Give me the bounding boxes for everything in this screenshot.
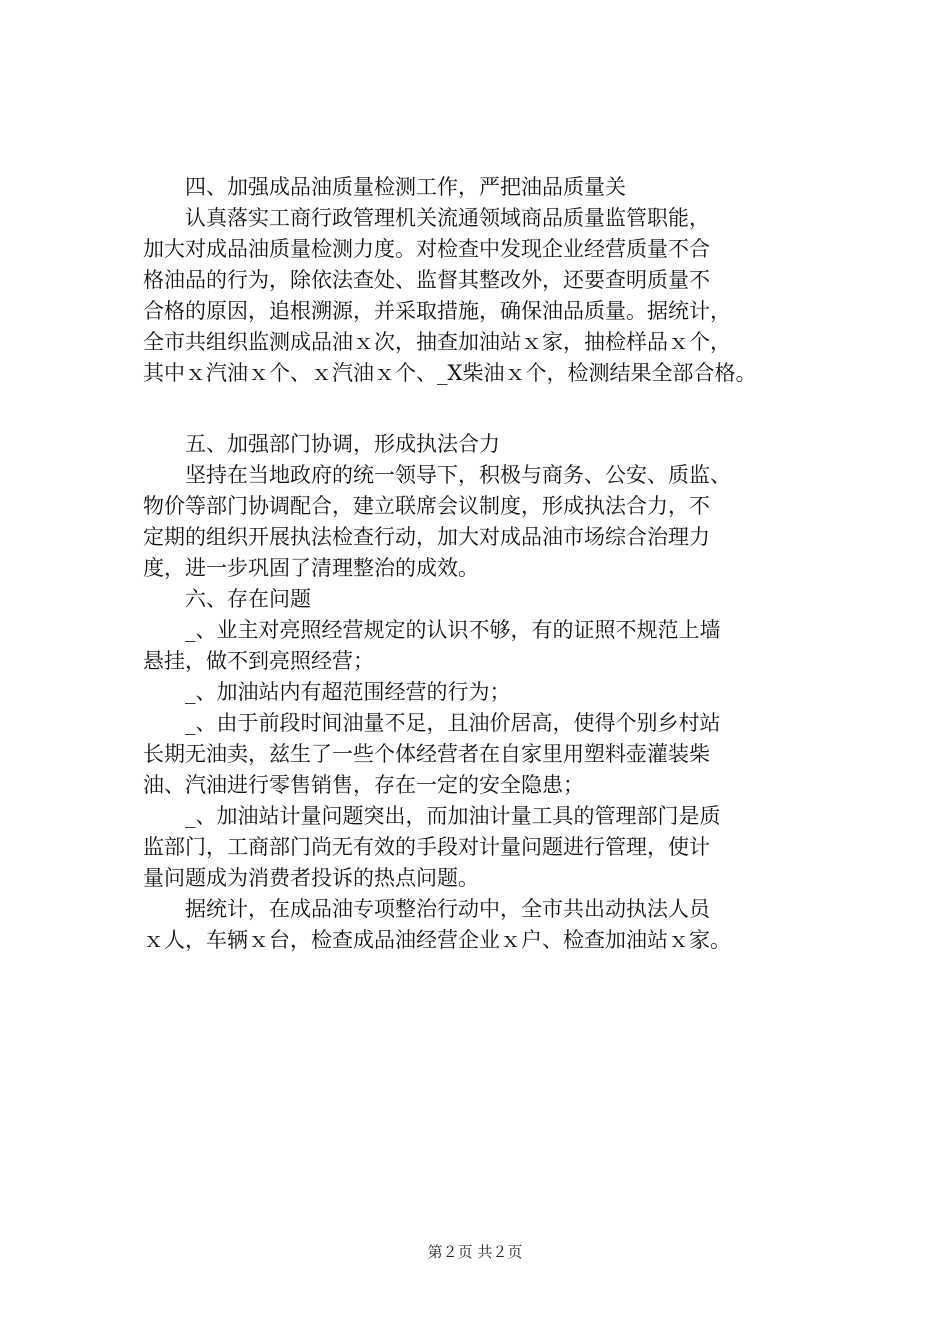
section-5	[143, 429, 863, 584]
paragraph-line: 合格的原因，追根溯源，并采取措施，确保油品质量。据统计，	[143, 299, 731, 323]
paragraph-line: 定期的组织开展执法检查行动，加大对成品油市场综合治理力	[143, 525, 710, 549]
section-heading: 五、加强部门协调，形成执法合力	[185, 432, 500, 456]
paragraph-line: 全市共组织监测成品油ｘ次，抽查加油站ｘ家，抽检样品ｘ个，	[143, 330, 731, 354]
page-footer: 第２页 共２页	[427, 1243, 523, 1261]
list-item-line: 监部门，工商部门尚无有效的手段对计量问题进行管理，使计	[143, 835, 710, 859]
list-item-line: _、加油站计量问题突出，而加油计量工具的管理部门是质	[185, 804, 721, 828]
section-4	[143, 172, 863, 389]
list-item-line: 悬挂，做不到亮照经营；	[143, 649, 374, 673]
list-item-line: _、由于前段时间油量不足，且油价居高，使得个别乡村站	[185, 711, 721, 735]
list-item-line: _、加油站内有超范围经营的行为；	[185, 680, 511, 704]
list-item-line: 长期无油卖，兹生了一些个体经营者在自家里用塑料壶灌装柴	[143, 742, 710, 766]
paragraph-line: 坚持在当地政府的统一领导下，积极与商务、公安、质监、	[185, 463, 731, 487]
paragraph-line: ｘ人，车辆ｘ台，检查成品油经营企业ｘ户、检查加油站ｘ家。	[143, 928, 731, 952]
paragraph-line: 认真落实工商行政管理机关流通领域商品质量监管职能，	[185, 206, 710, 230]
section-spacer	[143, 389, 863, 429]
document-body	[143, 172, 863, 956]
paragraph-line: 格油品的行为，除依法查处、监督其整改外，还要查明质量不	[143, 268, 710, 292]
list-item-line: 量问题成为消费者投诉的热点问题。	[143, 866, 479, 890]
paragraph-line: 度，进一步巩固了清理整治的成效。	[143, 556, 479, 580]
paragraph-line: 据统计，在成品油专项整治行动中，全市共出动执法人员	[185, 897, 710, 921]
list-item-line: _、业主对亮照经营规定的认识不够，有的证照不规范上墙	[185, 618, 721, 642]
paragraph-line: 加大对成品油质量检测力度。对检查中发现企业经营质量不合	[143, 237, 710, 261]
section-6	[143, 584, 863, 894]
section-heading: 六、存在问题	[185, 587, 311, 611]
section-heading: 四、加强成品油质量检测工作，严把油品质量关	[185, 175, 626, 199]
summary-paragraph	[143, 894, 863, 956]
paragraph-line: 物价等部门协调配合，建立联席会议制度，形成执法合力，不	[143, 494, 710, 518]
paragraph-line: 其中ｘ汽油ｘ个、ｘ汽油ｘ个、_X柴油ｘ个，检测结果全部合格。	[143, 361, 757, 385]
list-item-line: 油、汽油进行零售销售，存在一定的安全隐患；	[143, 773, 584, 797]
